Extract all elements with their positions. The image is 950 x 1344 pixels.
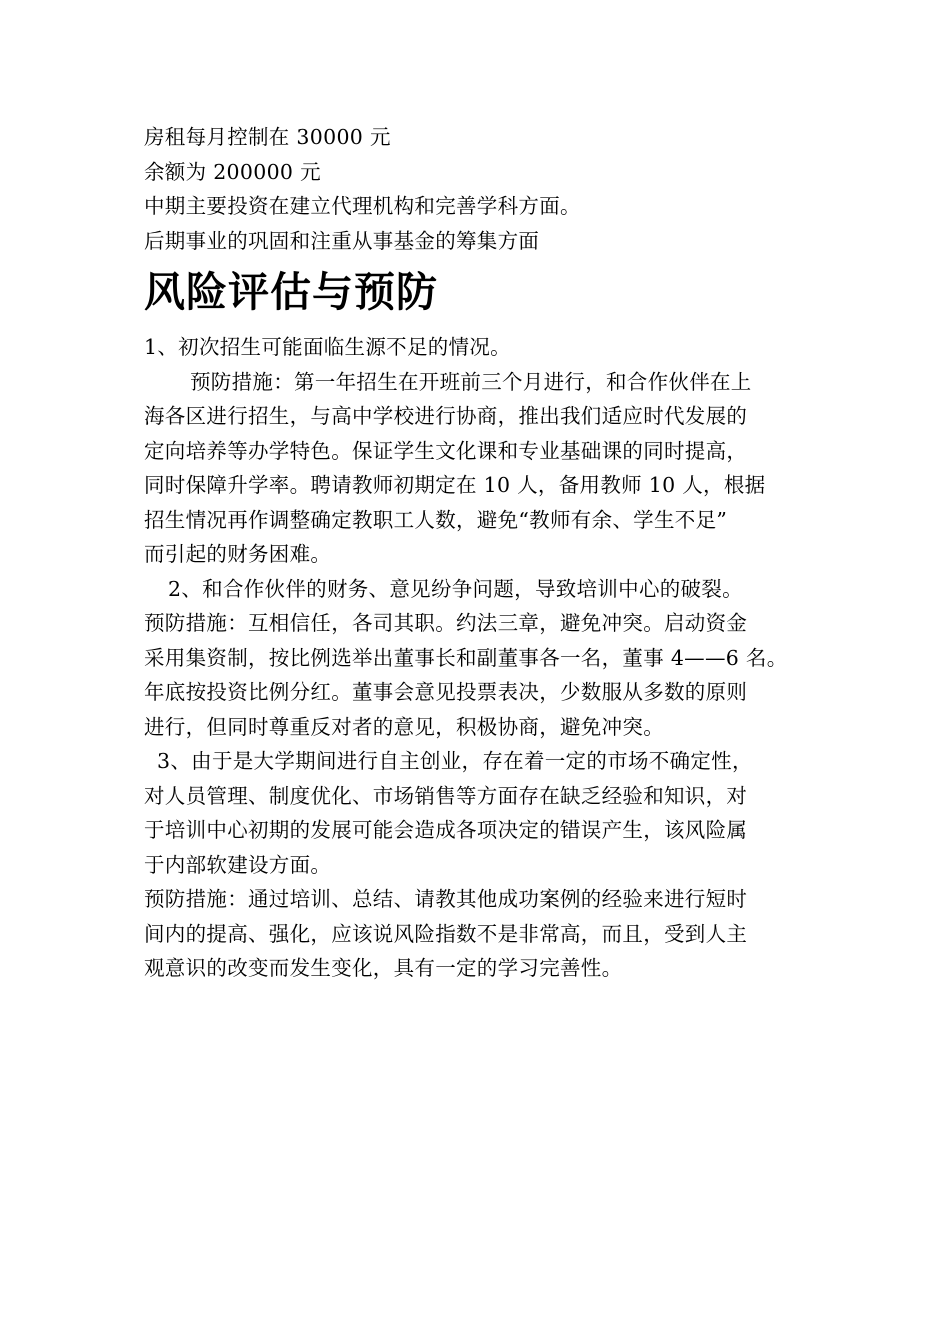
risk-3-line: 预防措施：通过培训、总结、请教其他成功案例的经验来进行短时 bbox=[144, 887, 748, 911]
risk-1-line: 招生情况再作调整确定教职工人数，避免“教师有余、学生不足” bbox=[144, 507, 728, 532]
risk-1-line: 定向培养等办学特色。保证学生文化课和专业基础课的同时提高， bbox=[144, 438, 748, 463]
risk-2-line: 年底按投资比例分红。董事会意见投票表决，少数服从多数的原则 bbox=[144, 680, 748, 704]
document-content bbox=[144, 120, 824, 986]
risk-1-line: 海各区进行招生，与高中学校进行协商，推出我们适应时代发展的 bbox=[144, 404, 748, 428]
risk-3-line: 于内部软建设方面。 bbox=[144, 852, 332, 877]
risk-1-line: 而引起的财务困难。 bbox=[144, 542, 332, 566]
intro-line-balance: 余额为 200000 元 bbox=[144, 159, 321, 184]
risk-2-title: 2、和合作伙伴的财务、意见纷争问题，导致培训中心的破裂。 bbox=[168, 576, 743, 601]
risk-3-line: 对人员管理、制度优化、市场销售等方面存在缺乏经验和知识，对 bbox=[144, 783, 748, 808]
section-heading: 风险评估与预防 bbox=[144, 268, 438, 316]
risk-3-line: 于培训中心初期的发展可能会造成各项决定的错误产生，该风险属 bbox=[144, 818, 748, 842]
risk-2-line: 采用集资制，按比例选举出董事长和副董事各一名，董事 4——6 名。 bbox=[144, 645, 788, 670]
risk-1-line: 同时保障升学率。聘请教师初期定在 10 人，备用教师 10 人，根据 bbox=[144, 473, 766, 497]
risk-3-line: 间内的提高、强化，应该说风险指数不是非常高，而且，受到人主 bbox=[144, 921, 748, 946]
risk-1-title: 1、初次招生可能面临生源不足的情况。 bbox=[144, 335, 511, 359]
risk-3-title: 3、由于是大学期间进行自主创业，存在着一定的市场不确定性， bbox=[157, 749, 753, 773]
risk-2-line: 进行，但同时尊重反对者的意见，积极协商，避免冲突。 bbox=[144, 714, 664, 739]
risk-1-line: 预防措施：第一年招生在开班前三个月进行，和合作伙伴在上 bbox=[190, 369, 752, 394]
intro-line-late-term: 后期事业的巩固和注重从事基金的筹集方面 bbox=[144, 228, 540, 253]
risk-2-line: 预防措施：互相信任，各司其职。约法三章，避免冲突。启动资金 bbox=[144, 611, 748, 635]
intro-line-mid-term: 中期主要投资在建立代理机构和完善学科方面。 bbox=[144, 194, 581, 218]
risk-3-line: 观意识的改变而发生变化，具有一定的学习完善性。 bbox=[144, 956, 623, 980]
intro-line-rent: 房租每月控制在 30000 元 bbox=[144, 125, 391, 149]
